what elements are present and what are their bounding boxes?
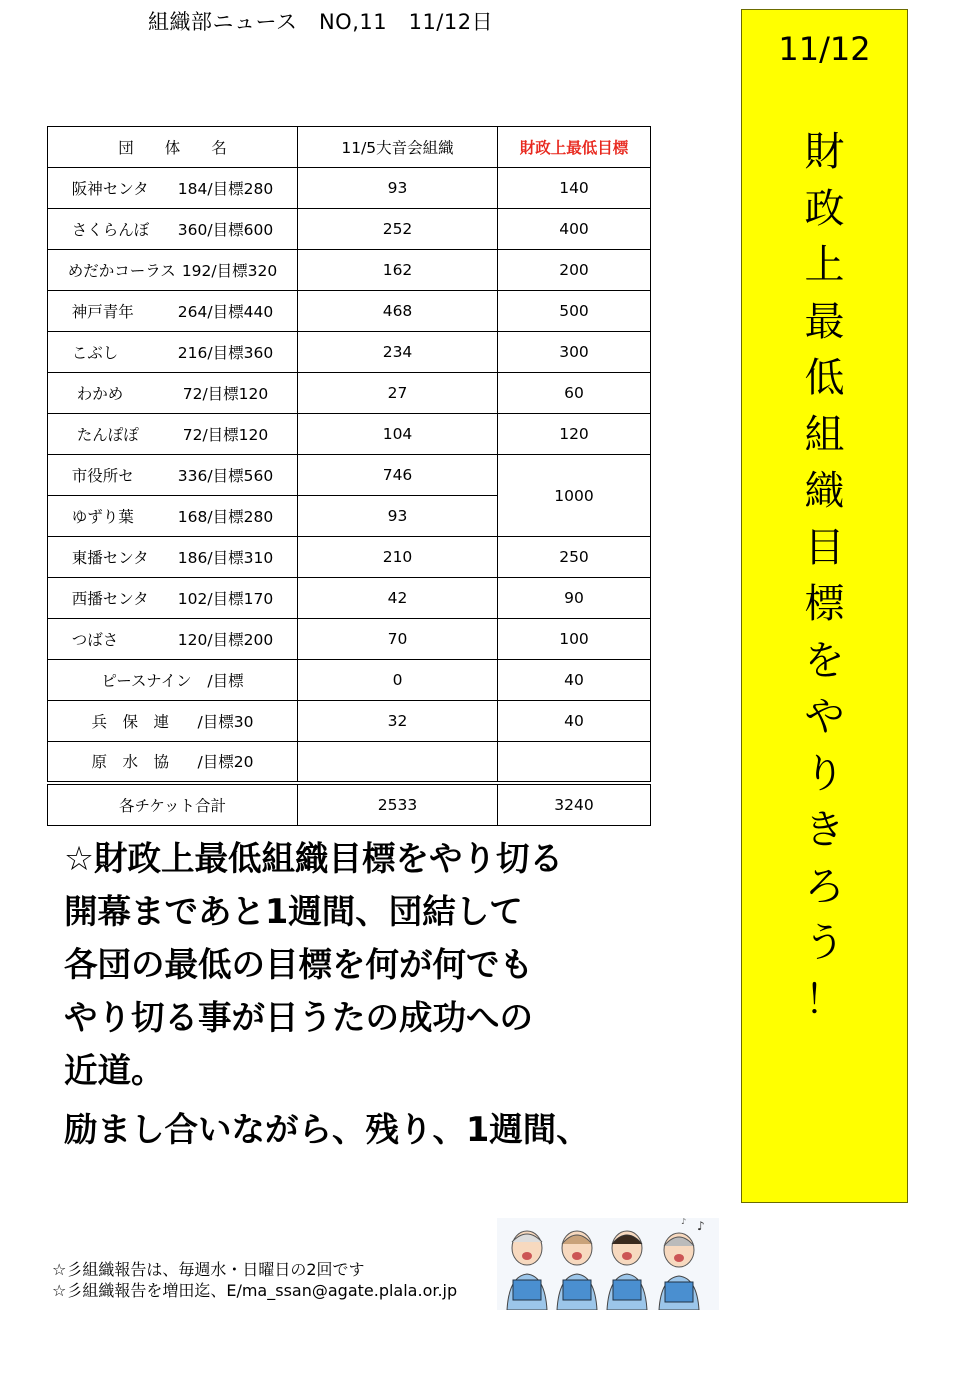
- count-cell: 746: [298, 455, 498, 496]
- org-name: つばさ: [71, 631, 119, 649]
- table-row: [48, 619, 651, 660]
- org-target: /目標20: [197, 753, 254, 772]
- sidebar-char: 標: [804, 581, 845, 627]
- message-line: 開幕まであと1週間、団結して: [64, 892, 523, 931]
- table-row: [48, 578, 651, 619]
- count-cell: [298, 742, 498, 783]
- goal-cell: 100: [498, 619, 651, 660]
- sidebar-char: 組: [804, 411, 845, 458]
- count-cell: 104: [298, 414, 498, 455]
- goal-cell: 300: [498, 332, 651, 373]
- goal-cell: 40: [498, 701, 651, 742]
- goal-cell: [498, 742, 651, 783]
- org-cell: [48, 373, 298, 414]
- count-cell: 468: [298, 291, 498, 332]
- goal-cell: 40: [498, 660, 651, 701]
- count-cell: 210: [298, 537, 498, 578]
- count-cell: 70: [298, 619, 498, 660]
- org-cell: [48, 660, 298, 701]
- org-target: 184/目標280: [177, 180, 274, 198]
- sidebar-char: 財: [804, 129, 845, 175]
- sidebar-char: や: [804, 694, 845, 740]
- org-target: 72/目標120: [182, 426, 269, 444]
- org-cell: [48, 701, 298, 742]
- table-row: [48, 250, 651, 291]
- org-target: 360/目標600: [177, 221, 274, 239]
- sidebar-char: 低: [804, 355, 845, 401]
- org-target: /目標: [207, 672, 244, 690]
- sidebar-char: ！: [804, 976, 845, 1023]
- org-cell: [48, 168, 298, 209]
- org-name: さくらんぼ: [71, 221, 150, 239]
- sidebar-char: 最: [804, 298, 845, 345]
- total-label: 各チケット合計: [48, 783, 298, 826]
- org-cell: [48, 578, 298, 619]
- org-name: こぶし: [71, 344, 119, 362]
- org-cell: [48, 250, 298, 291]
- count-cell: 93: [298, 496, 498, 537]
- table-row: [48, 291, 651, 332]
- org-cell: [48, 455, 298, 496]
- org-name: たんぽぽ: [76, 426, 139, 444]
- count-cell: 42: [298, 578, 498, 619]
- sidebar-char: を: [804, 637, 845, 684]
- organization-table: [47, 126, 651, 826]
- table-row: [48, 742, 651, 783]
- org-cell: [48, 537, 298, 578]
- table-row: [48, 660, 651, 701]
- goal-cell: 400: [498, 209, 651, 250]
- newsletter-header: 組織部ニュース NO,11 11/12日: [148, 10, 494, 34]
- org-cell: [48, 332, 298, 373]
- footer-line: ☆彡組織報告を増田迄、E/ma_ssan@agate.plala.or.jp: [52, 1281, 458, 1300]
- count-cell: 27: [298, 373, 498, 414]
- header-goal: 財政上最低目標: [498, 127, 651, 168]
- svg-text:♪: ♪: [681, 1218, 687, 1226]
- org-target: 120/目標200: [177, 631, 274, 649]
- sidebar-char: き: [804, 807, 845, 853]
- table-row: [48, 701, 651, 742]
- count-cell: 0: [298, 660, 498, 701]
- org-name: ピースナイン: [101, 672, 192, 690]
- org-target: 72/目標120: [182, 385, 269, 403]
- org-cell: [48, 209, 298, 250]
- sidebar-char: 目: [804, 524, 845, 571]
- svg-text:♪: ♪: [697, 1219, 705, 1233]
- table-row: [48, 373, 651, 414]
- message-line: やり切る事が日うたの成功への: [64, 998, 533, 1037]
- org-name: 東播センタ: [71, 549, 149, 567]
- sidebar-char: 政: [804, 185, 845, 232]
- org-target: /目標30: [197, 713, 254, 731]
- message-line: 各団の最低の目標を何が何でも: [64, 945, 533, 984]
- org-name: 市役所セ: [71, 467, 134, 485]
- goal-cell: 90: [498, 578, 651, 619]
- org-cell: [48, 496, 298, 537]
- sidebar-char: ろ: [804, 863, 845, 910]
- goal-cell: 140: [498, 168, 651, 209]
- org-name: 原 水 協: [91, 753, 170, 772]
- footer-line: ☆彡組織報告は、毎週水・日曜日の2回です: [52, 1260, 365, 1279]
- org-name: わかめ: [76, 385, 124, 403]
- org-target: 192/目標320: [181, 262, 278, 280]
- table-row: [48, 455, 651, 496]
- org-target: 168/目標280: [177, 508, 274, 526]
- header-count: 11/5大音会組織: [298, 127, 498, 168]
- org-cell: [48, 414, 298, 455]
- table-row: [48, 209, 651, 250]
- choir-singers-illustration: [497, 1218, 719, 1310]
- org-name: ゆずり葉: [71, 508, 134, 526]
- goal-cell: 250: [498, 537, 651, 578]
- org-name: 神戸青年: [71, 303, 134, 321]
- org-target: 264/目標440: [177, 303, 274, 321]
- message-last-line: 励まし合いながら、残り、1週間、: [64, 1110, 590, 1149]
- table-header-row: [48, 127, 651, 168]
- org-cell: [48, 291, 298, 332]
- sidebar-message: [742, 124, 907, 1028]
- goal-cell: 200: [498, 250, 651, 291]
- table-row: [48, 168, 651, 209]
- footer-notes: [52, 1259, 457, 1301]
- org-name: 西播センタ: [71, 590, 149, 608]
- org-target: 102/目標170: [177, 590, 274, 608]
- org-name: 阪神センタ: [71, 180, 149, 198]
- goal-cell: 500: [498, 291, 651, 332]
- message-line: ☆財政上最低組織目標をやり切る: [64, 839, 564, 878]
- org-cell: [48, 619, 298, 660]
- sidebar-char: う: [804, 920, 845, 966]
- org-name: 兵 保 連: [91, 713, 170, 731]
- goal-cell: 60: [498, 373, 651, 414]
- goal-cell-merged: 1000: [498, 455, 651, 537]
- main-message: [64, 832, 624, 1156]
- sidebar-char: り: [804, 750, 845, 797]
- count-cell: 252: [298, 209, 498, 250]
- sidebar-date: 11/12: [778, 30, 871, 68]
- table-row: [48, 537, 651, 578]
- table-row: [48, 414, 651, 455]
- table-total-row: [48, 783, 651, 826]
- org-name: めだかコーラス: [67, 262, 176, 280]
- sidebar-banner: [741, 9, 908, 1203]
- count-cell: 32: [298, 701, 498, 742]
- org-target: 216/目標360: [177, 344, 274, 362]
- header-org: 団 体 名: [48, 127, 298, 168]
- total-goal: 3240: [498, 783, 651, 826]
- org-target: 336/目標560: [177, 467, 274, 485]
- count-cell: 93: [298, 168, 498, 209]
- sidebar-char: 織: [804, 468, 845, 514]
- count-cell: 162: [298, 250, 498, 291]
- org-target: 186/目標310: [177, 549, 274, 567]
- table-row: [48, 332, 651, 373]
- goal-cell: 120: [498, 414, 651, 455]
- sidebar-char: 上: [804, 242, 845, 288]
- total-count: 2533: [298, 783, 498, 826]
- count-cell: 234: [298, 332, 498, 373]
- message-line: 近道。: [64, 1051, 165, 1090]
- org-cell: [48, 742, 298, 783]
